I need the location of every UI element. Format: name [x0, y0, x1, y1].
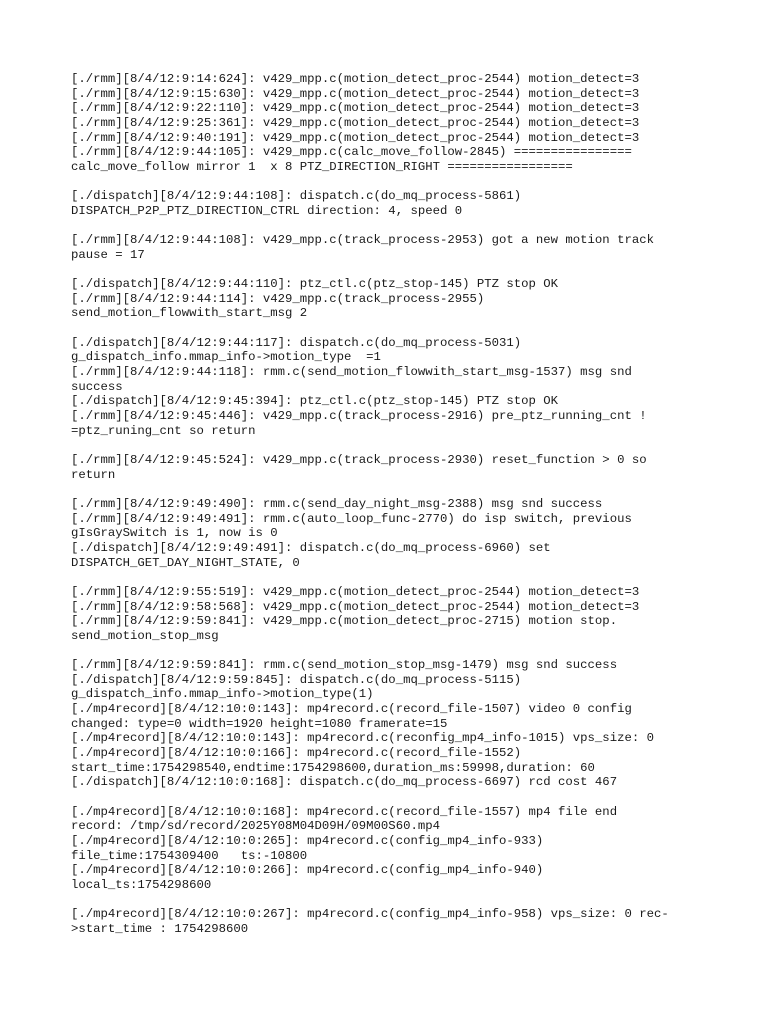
log-block — [71, 585, 711, 644]
log-line: [./rmm][8/4/12:9:25:361]: v429_mpp.c(motion_detect_proc-2544) motion_detect=3 — [71, 115, 640, 130]
log-block — [71, 805, 711, 893]
log-block — [71, 658, 711, 790]
log-block — [71, 907, 711, 936]
log-line: success — [71, 379, 123, 394]
log-line: start_time:1754298540,endtime:1754298600,duration_ms:59998,duration: 60 — [71, 760, 595, 775]
log-line: [./mp4record][8/4/12:10:0:166]: mp4record.c(record_file-1552) — [71, 746, 522, 761]
log-line: [./dispatch][8/4/12:10:0:168]: dispatch.c(do_mq_process-6697) rcd cost 467 — [71, 775, 618, 790]
log-block — [71, 336, 711, 439]
log-line: calc_move_follow mirror 1 x 8 PTZ_DIRECTION_RIGHT ================= — [71, 159, 573, 174]
log-line: [./mp4record][8/4/12:10:0:168]: mp4record.c(record_file-1557) mp4 file end — [71, 804, 618, 819]
log-line: [./rmm][8/4/12:9:22:110]: v429_mpp.c(motion_detect_proc-2544) motion_detect=3 — [71, 101, 640, 116]
log-line: [./mp4record][8/4/12:10:0:143]: mp4record.c(record_file-1507) video 0 config — [71, 702, 632, 717]
log-block — [71, 233, 711, 262]
log-line: [./rmm][8/4/12:9:44:105]: v429_mpp.c(calc_move_follow-2845) ================ — [71, 145, 632, 160]
log-line: gIsGraySwitch is 1, now is 0 — [71, 526, 278, 541]
log-line: [./dispatch][8/4/12:9:45:394]: ptz_ctl.c(ptz_stop-145) PTZ stop OK — [71, 394, 559, 409]
log-block — [71, 189, 711, 218]
log-line: [./rmm][8/4/12:9:44:114]: v429_mpp.c(track_process-2955) — [71, 291, 485, 306]
log-line: changed: type=0 width=1920 height=1080 framerate=15 — [71, 716, 448, 731]
log-block — [71, 277, 711, 321]
log-line: [./rmm][8/4/12:9:58:568]: v429_mpp.c(motion_detect_proc-2544) motion_detect=3 — [71, 599, 640, 614]
log-line: [./rmm][8/4/12:9:40:191]: v429_mpp.c(motion_detect_proc-2544) motion_detect=3 — [71, 130, 640, 145]
log-line: [./rmm][8/4/12:9:55:519]: v429_mpp.c(motion_detect_proc-2544) motion_detect=3 — [71, 584, 640, 599]
log-line: [./dispatch][8/4/12:9:44:108]: dispatch.c(do_mq_process-5861) — [71, 189, 522, 204]
log-line: [./rmm][8/4/12:9:44:108]: v429_mpp.c(track_process-2953) got a new motion track — [71, 233, 654, 248]
log-line: [./rmm][8/4/12:9:49:491]: rmm.c(auto_loop_func-2770) do isp switch, previous — [71, 511, 632, 526]
log-line: [./rmm][8/4/12:9:45:446]: v429_mpp.c(track_process-2916) pre_ptz_running_cnt ! — [71, 409, 647, 424]
log-line: [./dispatch][8/4/12:9:59:845]: dispatch.c(do_mq_process-5115) — [71, 672, 522, 687]
log-block — [71, 72, 711, 175]
log-line: [./rmm][8/4/12:9:49:490]: rmm.c(send_day_night_msg-2388) msg snd success — [71, 496, 603, 511]
log-line: [./mp4record][8/4/12:10:0:265]: mp4record.c(config_mp4_info-933) — [71, 833, 544, 848]
log-line: =ptz_runing_cnt so return — [71, 423, 256, 438]
log-line: local_ts:1754298600 — [71, 877, 212, 892]
log-line: [./rmm][8/4/12:9:59:841]: rmm.c(send_motion_stop_msg-1479) msg snd success — [71, 658, 618, 673]
log-line: [./dispatch][8/4/12:9:44:117]: dispatch.c(do_mq_process-5031) — [71, 335, 522, 350]
log-line: record: /tmp/sd/record/2025Y08M04D09H/09M00S60.mp4 — [71, 819, 440, 834]
log-line: [./mp4record][8/4/12:10:0:266]: mp4record.c(config_mp4_info-940) — [71, 863, 544, 878]
log-line: [./rmm][8/4/12:9:59:841]: v429_mpp.c(motion_detect_proc-2715) motion stop. — [71, 614, 618, 629]
log-line: file_time:1754309400 ts:-10800 — [71, 848, 308, 863]
log-line: send_motion_flowwith_start_msg 2 — [71, 306, 308, 321]
log-line: [./rmm][8/4/12:9:45:524]: v429_mpp.c(track_process-2930) reset_function > 0 so — [71, 452, 647, 467]
log-line: [./rmm][8/4/12:9:14:624]: v429_mpp.c(motion_detect_proc-2544) motion_detect=3 — [71, 72, 640, 86]
log-line: return — [71, 467, 116, 482]
log-line: DISPATCH_GET_DAY_NIGHT_STATE, 0 — [71, 555, 300, 570]
log-line: g_dispatch_info.mmap_info->motion_type =1 — [71, 350, 381, 365]
log-line: g_dispatch_info.mmap_info->motion_type(1) — [71, 687, 374, 702]
log-line: >start_time : 1754298600 — [71, 921, 249, 936]
log-line: [./rmm][8/4/12:9:44:118]: rmm.c(send_motion_flowwith_start_msg-1537) msg snd — [71, 365, 632, 380]
log-line: send_motion_stop_msg — [71, 628, 219, 643]
log-line: [./rmm][8/4/12:9:15:630]: v429_mpp.c(motion_detect_proc-2544) motion_detect=3 — [71, 86, 640, 101]
log-line: pause = 17 — [71, 247, 145, 262]
log-document — [71, 72, 711, 951]
log-line: [./dispatch][8/4/12:9:49:491]: dispatch.c(do_mq_process-6960) set — [71, 540, 551, 555]
log-line: [./dispatch][8/4/12:9:44:110]: ptz_ctl.c(ptz_stop-145) PTZ stop OK — [71, 277, 559, 292]
log-line: DISPATCH_P2P_PTZ_DIRECTION_CTRL direction: 4, speed 0 — [71, 203, 463, 218]
log-block — [71, 453, 711, 482]
log-line: [./mp4record][8/4/12:10:0:267]: mp4record.c(config_mp4_info-958) vps_size: 0 rec- — [71, 907, 669, 922]
log-line: [./mp4record][8/4/12:10:0:143]: mp4record.c(reconfig_mp4_info-1015) vps_size: 0 — [71, 731, 654, 746]
log-block — [71, 497, 711, 570]
